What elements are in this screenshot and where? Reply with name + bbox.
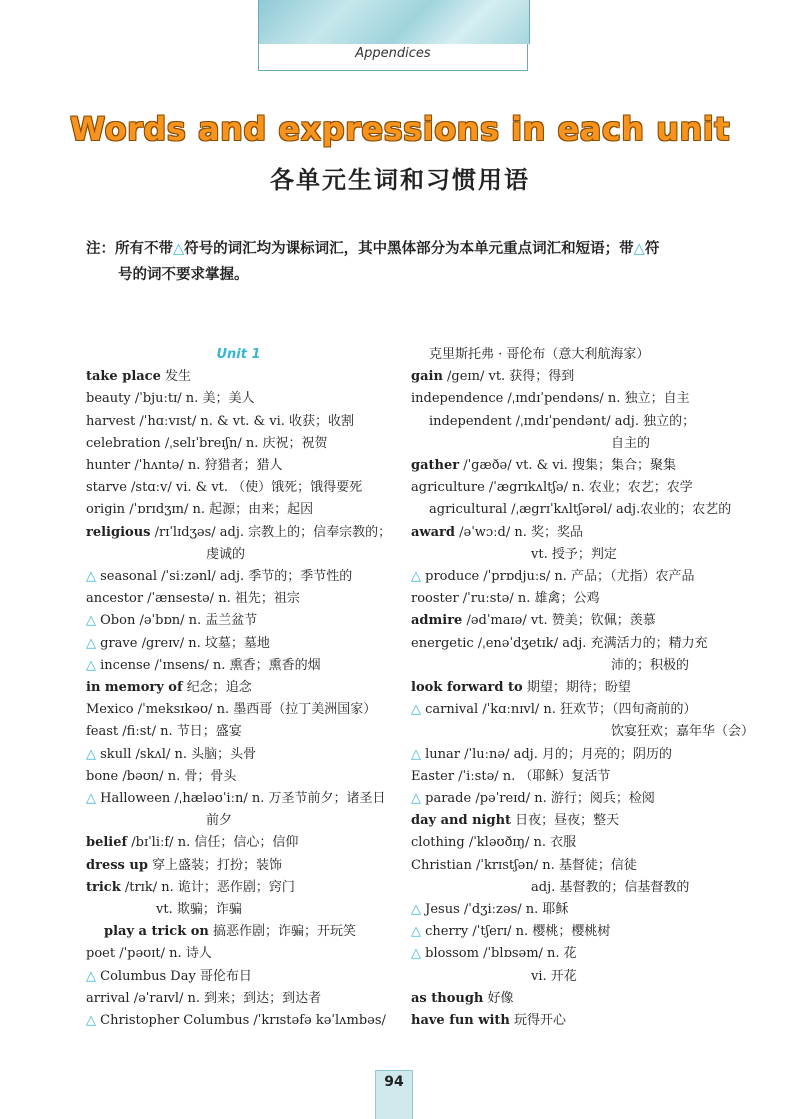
vocab-entry xyxy=(86,699,391,721)
vocab-entry xyxy=(86,855,391,877)
triangle-icon: △ xyxy=(633,241,645,257)
triangle-icon: △ xyxy=(173,241,185,257)
page-title-chinese: 各单元生词和习惯用语 xyxy=(270,166,530,194)
vocab-definition: /ədˈmaɪə/ vt. 赞美；钦佩；羡慕 xyxy=(462,613,656,629)
vocab-entry xyxy=(411,588,731,610)
vocab-entry xyxy=(86,455,391,477)
vocab-headword: take place xyxy=(86,369,161,385)
vocab-entry xyxy=(86,988,391,1010)
vocab-headword: energetic xyxy=(411,635,474,651)
unit-heading: Unit 1 xyxy=(216,347,261,362)
triangle-icon: △ xyxy=(411,924,426,940)
vocab-entry xyxy=(411,499,731,521)
vocab-definition: /ˈkləʊðɪŋ/ n. 衣服 xyxy=(464,835,577,851)
vocab-headword: gather xyxy=(411,458,460,474)
vocab-headword: grave xyxy=(100,635,138,651)
vocab-headword: seasonal xyxy=(100,569,158,585)
vocab-entry xyxy=(411,455,731,477)
vocab-definition: 纪念；追念 xyxy=(182,680,252,696)
vocab-definition: 穿上盛装；打扮；装饰 xyxy=(147,857,283,873)
vocab-headword: starve xyxy=(86,480,127,496)
vocab-entry xyxy=(411,877,731,899)
vocab-headword: bone xyxy=(86,768,119,784)
vocab-definition: /ˈsiːzənl/ adj. 季节的；季节性的 xyxy=(157,569,353,585)
vocab-definition: 虔诚的 xyxy=(206,546,246,562)
triangle-icon: △ xyxy=(86,791,101,807)
vocab-headword: have fun with xyxy=(411,1013,510,1029)
vocab-entry xyxy=(411,699,731,721)
vocab-entry xyxy=(411,810,731,832)
vocab-definition: 玩得开心 xyxy=(509,1013,566,1029)
vocab-entry xyxy=(411,366,731,388)
vocab-headword: Mexico xyxy=(86,702,134,718)
vocab-definition: 好像 xyxy=(483,990,514,1006)
vocab-headword: origin xyxy=(86,502,126,518)
vocab-headword: Christian xyxy=(411,857,472,873)
vocab-headword: in memory of xyxy=(86,680,183,696)
vocab-headword: Easter xyxy=(411,768,455,784)
vocab-headword: independent xyxy=(429,413,512,429)
vocab-definition: /ˈprɒdjuːs/ n. 产品；（尤指）农产品 xyxy=(479,569,695,585)
vocab-definition: /skʌl/ n. 头脑；头骨 xyxy=(131,746,257,762)
vocab-entry xyxy=(411,721,755,743)
vocab-definition: /bɪˈliːf/ n. 信任；信心；信仰 xyxy=(127,835,299,851)
vocab-definition: 自主的 xyxy=(611,435,651,451)
vocab-definition: /ˈtʃerɪ/ n. 樱桃；樱桃树 xyxy=(468,924,611,940)
vocab-entry xyxy=(411,788,731,810)
vocab-definition: /ˈɒrɪdʒɪn/ n. 起源；由来；起因 xyxy=(125,502,314,518)
vocab-definition: vi. 开花 xyxy=(531,968,577,984)
vocab-entry xyxy=(411,633,731,655)
vocab-entry xyxy=(411,566,731,588)
vocab-headword: independence xyxy=(411,391,504,407)
vocab-entry xyxy=(86,588,391,610)
vocab-entry xyxy=(411,655,731,677)
vocab-headword: award xyxy=(411,524,455,540)
page-number-tab xyxy=(375,1092,413,1119)
vocab-headword: parade xyxy=(425,791,472,807)
triangle-icon: △ xyxy=(411,946,426,962)
vocab-entry xyxy=(86,877,391,899)
section-label: Appendices xyxy=(355,46,431,61)
vocab-headword: produce xyxy=(425,569,480,585)
vocab-entry xyxy=(411,855,731,877)
vocab-headword: cherry xyxy=(425,924,469,940)
triangle-icon: △ xyxy=(411,746,426,762)
vocab-entry xyxy=(86,433,391,455)
right-column xyxy=(411,344,755,1032)
page-number: 94 xyxy=(375,1070,413,1094)
vocab-definition: /ˈkrɪstəfə kəˈlʌmbəs/ xyxy=(249,1013,386,1029)
vocab-definition: /əˈbɒn/ n. 盂兰盆节 xyxy=(135,613,258,629)
vocab-definition: adj. 基督教的；信基督教的 xyxy=(531,879,690,895)
note-line2: 号的词不要求掌握。 xyxy=(118,267,249,283)
vocab-definition: /greɪv/ n. 坟墓；墓地 xyxy=(137,635,270,651)
vocab-entry xyxy=(411,1010,731,1032)
vocab-headword: dress up xyxy=(86,857,148,873)
vocab-entry xyxy=(86,1010,391,1032)
triangle-icon: △ xyxy=(411,569,426,585)
vocab-entry xyxy=(86,943,391,965)
vocab-definition: /ˌɪndɪˈpendənt/ adj. 独立的； xyxy=(511,413,696,429)
vocab-headword: day and night xyxy=(411,813,512,829)
vocab-definition: /ˈblɒsəm/ n. 花 xyxy=(478,946,577,962)
vocab-entry xyxy=(411,832,731,854)
vocab-entry xyxy=(411,388,731,410)
vocab-headword: feast xyxy=(86,724,119,740)
vocab-headword: as though xyxy=(411,990,484,1006)
vocab-entry xyxy=(411,766,731,788)
triangle-icon: △ xyxy=(411,791,426,807)
vocab-entry xyxy=(86,655,391,677)
vocab-definition: /ˈkɑːnɪvl/ n. 狂欢节；（四旬斋前的） xyxy=(478,702,697,718)
vocab-entry xyxy=(411,477,731,499)
vocab-headword: skull xyxy=(100,746,132,762)
vocab-definition: /ˌenəˈdʒetɪk/ adj. 充满活力的；精力充 xyxy=(473,635,708,651)
left-column xyxy=(86,344,391,1032)
vocab-definition: /ˈhʌntə/ n. 狩猎者；猎人 xyxy=(130,458,283,474)
note-prefix: 注：所有不带 xyxy=(86,241,173,257)
vocab-definition: /əˈwɔːd/ n. 奖；奖品 xyxy=(454,524,584,540)
vocab-headword: Christopher Columbus xyxy=(100,1013,250,1029)
vocab-headword: clothing xyxy=(411,835,465,851)
vocab-entry xyxy=(411,966,731,988)
vocab-headword: beauty xyxy=(86,391,131,407)
vocab-headword: Jesus xyxy=(425,902,460,918)
vocab-entry xyxy=(86,411,391,433)
vocab-headword: belief xyxy=(86,835,128,851)
vocab-entry xyxy=(86,899,391,921)
vocab-entry xyxy=(86,477,391,499)
vocab-definition: /geɪn/ vt. 获得；得到 xyxy=(442,369,575,385)
vocab-entry xyxy=(86,522,391,544)
vocab-headword: gain xyxy=(411,369,443,385)
page-title-english: Words and expressions in each unit xyxy=(69,110,731,148)
note-paragraph: 注：所有不带△符号的词汇均为课标词汇，其中黑体部分为本单元重点词汇和短语；带△符 号的词不要求掌握。 xyxy=(86,236,726,288)
vocab-definition: /ˈkrɪstʃən/ n. 基督徒；信徒 xyxy=(471,857,637,873)
vocab-entry xyxy=(411,677,731,699)
vocab-definition: /ˈluːnə/ adj. 月的；月亮的；阴历的 xyxy=(460,746,672,762)
vocab-entry xyxy=(86,677,391,699)
vocab-definition: /ˈægrɪkʌltʃə/ n. 农业；农艺；农学 xyxy=(484,480,693,496)
vocab-definition: 饮宴狂欢；嘉年华（会） xyxy=(611,724,755,740)
vocab-definition: 发生 xyxy=(160,369,192,385)
vocab-definition: 克里斯托弗 · 哥伦布（意大利航海家） xyxy=(429,347,650,362)
triangle-icon: △ xyxy=(86,657,101,673)
vocab-definition: /ˌægrɪˈkʌltʃərəl/ adj.农业的；农艺的 xyxy=(506,502,732,518)
vocab-headword: hunter xyxy=(86,458,131,474)
vocab-entry xyxy=(411,988,731,1010)
vocab-definition: 期望；期待；盼望 xyxy=(522,680,631,696)
vocab-headword: Obon xyxy=(100,613,136,629)
vocab-entry xyxy=(86,788,391,810)
vocab-headword: celebration xyxy=(86,435,161,451)
vocab-definition: /pəˈreɪd/ n. 游行；阅兵；检阅 xyxy=(471,791,655,807)
vocab-entry xyxy=(411,943,731,965)
vocab-entry xyxy=(86,832,391,854)
vocab-definition: /trɪk/ n. 诡计；恶作剧；窍门 xyxy=(120,879,295,895)
vocab-entry xyxy=(86,566,391,588)
vocab-headword: ancestor xyxy=(86,591,144,607)
vocab-headword: play a trick on xyxy=(104,924,209,940)
vocab-definition: /ˈmeksɪkəʊ/ n. 墨西哥（拉丁美洲国家） xyxy=(133,702,377,718)
vocab-entry xyxy=(86,499,391,521)
vocab-definition: /ˈɪnsens/ n. 熏香；熏香的烟 xyxy=(150,657,321,673)
vocab-entry xyxy=(411,899,731,921)
vocab-entry xyxy=(86,921,391,943)
triangle-icon: △ xyxy=(86,613,101,629)
triangle-icon: △ xyxy=(86,746,101,762)
vocab-definition: /əˈraɪvl/ n. 到来；到达；到达者 xyxy=(129,990,322,1006)
vocab-headword: lunar xyxy=(425,746,461,762)
vocab-entry xyxy=(411,411,731,433)
vocab-definition: /ˌɪndɪˈpendəns/ n. 独立；自主 xyxy=(503,391,690,407)
vocab-definition: /bəʊn/ n. 骨；骨头 xyxy=(118,768,237,784)
vocab-entry xyxy=(411,921,731,943)
vocab-headword: religious xyxy=(86,524,151,540)
triangle-icon: △ xyxy=(86,635,101,651)
vocab-definition: /ˈgæðə/ vt. & vi. 搜集；集合；聚集 xyxy=(459,458,677,474)
vocab-definition: /stɑːv/ vi. & vt. （使）饿死；饿得要死 xyxy=(126,480,363,496)
vocab-entry xyxy=(411,610,731,632)
note-middle: 符号的词汇均为课标词汇，其中黑体部分为本单元重点词汇和短语；带 xyxy=(184,241,634,257)
vocab-headword: carnival xyxy=(425,702,479,718)
vocab-entry xyxy=(86,966,391,988)
vocab-definition: /rɪˈlɪdʒəs/ adj. 宗教上的；信奉宗教的； xyxy=(150,524,392,540)
triangle-icon: △ xyxy=(86,968,101,984)
vocab-entry xyxy=(411,433,731,455)
triangle-icon: △ xyxy=(411,902,426,918)
vocab-definition: /ˌselɪˈbreɪʃn/ n. 庆祝；祝贺 xyxy=(160,435,328,451)
vocab-entry xyxy=(411,744,731,766)
vocab-definition: vt. 欺骗；诈骗 xyxy=(156,902,242,918)
vocab-entry xyxy=(86,721,391,743)
vocab-entry xyxy=(86,610,391,632)
vocab-headword: trick xyxy=(86,879,121,895)
vocab-headword: admire xyxy=(411,613,463,629)
vocab-headword: harvest xyxy=(86,413,136,429)
vocab-definition: 前夕 xyxy=(206,813,233,829)
vocab-definition: vt. 授予；判定 xyxy=(531,546,617,562)
vocab-definition: 日夜；昼夜；整天 xyxy=(511,813,620,829)
vocab-entry xyxy=(86,633,391,655)
vocab-definition: 哥伦布日 xyxy=(195,968,252,984)
vocab-entry xyxy=(86,766,391,788)
vocab-headword: look forward to xyxy=(411,680,523,696)
vocab-headword: blossom xyxy=(425,946,479,962)
vocab-definition: /ˈruːstə/ n. 雄禽；公鸡 xyxy=(458,591,600,607)
vocab-headword: poet xyxy=(86,946,116,962)
vocab-definition: /ˈhɑːvɪst/ n. & vt. & vi. 收获；收割 xyxy=(135,413,354,429)
vocab-entry xyxy=(86,744,391,766)
triangle-icon: △ xyxy=(411,702,426,718)
vocab-entry xyxy=(86,388,391,410)
triangle-icon: △ xyxy=(86,1013,101,1029)
vocab-definition: /fiːst/ n. 节日；盛宴 xyxy=(118,724,242,740)
vocab-definition: /ˈdʒiːzəs/ n. 耶稣 xyxy=(459,902,569,918)
vocab-headword: agriculture xyxy=(411,480,485,496)
vocab-definition: 沛的；积极的 xyxy=(611,657,690,673)
triangle-icon: △ xyxy=(86,569,101,585)
vocab-definition: /ˌhæləʊˈiːn/ n. 万圣节前夕；诸圣日 xyxy=(170,791,386,807)
vocab-headword: Columbus Day xyxy=(100,968,196,984)
vocab-headword: arrival xyxy=(86,990,130,1006)
vocab-entry xyxy=(411,544,731,566)
vocab-headword: agricultural xyxy=(429,502,507,518)
vocab-headword: incense xyxy=(100,657,151,673)
vocab-definition: /ˈænsestə/ n. 祖先；祖宗 xyxy=(143,591,300,607)
vocab-entry xyxy=(86,810,391,832)
vocab-entry xyxy=(86,544,391,566)
header-banner xyxy=(258,0,530,44)
vocab-headword: Halloween xyxy=(100,791,171,807)
vocab-definition: 搞恶作剧；诈骗；开玩笑 xyxy=(208,924,356,940)
vocab-definition: /ˈbjuːtɪ/ n. 美；美人 xyxy=(130,391,255,407)
vocab-definition: /ˈpəʊɪt/ n. 诗人 xyxy=(115,946,212,962)
vocab-definition: /ˈiːstə/ n. （耶稣）复活节 xyxy=(454,768,611,784)
vocab-headword: rooster xyxy=(411,591,459,607)
vocab-entry xyxy=(86,366,391,388)
vocab-entry xyxy=(411,344,731,366)
vocab-entry xyxy=(411,522,731,544)
